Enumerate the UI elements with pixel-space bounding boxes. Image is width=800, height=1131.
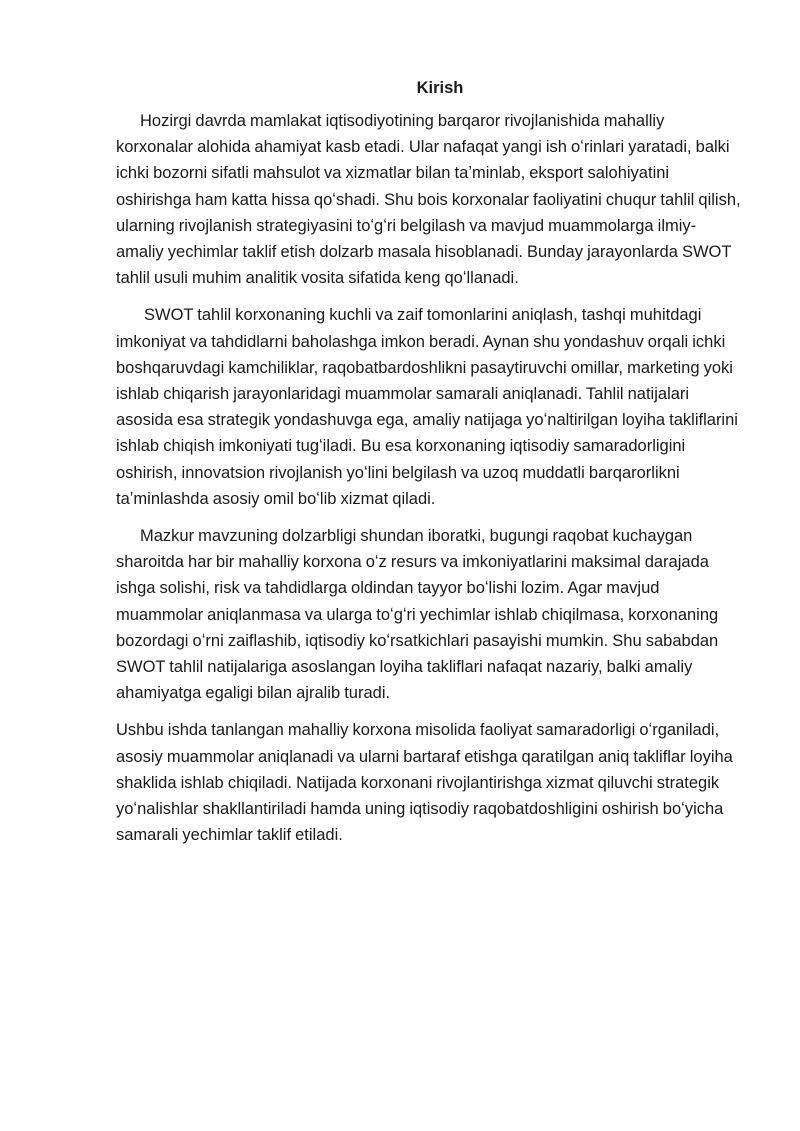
paragraph-3: Mazkur mavzuning dolzarbligi shundan iboratki, bugungi raqobat kuchaygan sharoitda har bir mahalliy korxona oʻz resurs va imkoniyatlarini maksimal darajada ishga solishi, risk va tahdidlarga oldindan tayyor boʻlishi lozim. Agar mavjud muammolar aniqlanmasa va ularga toʻgʻri yechimlar ishlab chiqilmasa, korxonaning bozordagi oʻrni zaiflashib, iqtisodiy koʻrsatkichlari pasayishi mumkin. Shu sababdan SWOT tahlil natijalariga asoslangan loyiha takliflari nafaqat nazariy, balki amaliy ahamiyatga egaligi bilan ajralib turadi. bbox=[116, 527, 719, 703]
document-page bbox=[116, 76, 742, 859]
paragraph-1: Hozirgi davrda mamlakat iqtisodiyotining barqaror rivojlanishida mahalliy korxonalar alohida ahamiyat kasb etadi. Ular nafaqat yangi ish oʻrinlari yaratadi, balki ichki bozorni sifatli mahsulot va xizmatlar bilan taʼminlab, eksport salohiyatini oshirishga ham katta hissa qoʻshadi. Shu bois korxonalar faoliyatini chuqur tahlil qilish, ularning rivojlanish strategiyasini toʻgʻri belgilash va mavjud muammolarga ilmiy-amaliy yechimlar taklif etish dolzarb masala hisoblanadi. Bunday jarayonlarda SWOT tahlil usuli muhim analitik vosita sifatida keng qoʻllanadi. bbox=[116, 112, 741, 288]
page-title: Kirish bbox=[416, 79, 464, 97]
paragraph-2: SWOT tahlil korxonaning kuchli va zaif tomonlarini aniqlash, tashqi muhitdagi imkoniyat va tahdidlarni baholashga imkon beradi. Aynan shu yondashuv orqali ichki boshqaruvdagi kamchiliklar, raqobatbardoshlikni pasaytiruvchi omillar, marketing yoki ishlab chiqarish jarayonlaridagi muammolar samarali aniqlanadi. Tahlil natijalari asosida esa strategik yondashuvga ega, amaliy natijaga yoʻnaltirilgan loyiha takliflarini ishlab chiqish imkoniyati tugʻiladi. Bu esa korxonaning iqtisodiy samaradorligini oshirish, innovatsion rivojlanish yoʻlini belgilash va uzoq muddatli barqarorlikni taʼminlashda asosiy omil boʻlib xizmat qiladi. bbox=[116, 306, 738, 508]
paragraph-4: Ushbu ishda tanlangan mahalliy korxona misolida faoliyat samaradorligi oʻrganiladi, asosiy muammolar aniqlanadi va ularni bartaraf etishga qaratilgan aniq takliflar loyiha shaklida ishlab chiqiladi. Natijada korxonani rivojlantirishga xizmat qiluvchi strategik yoʻnalishlar shakllantiriladi hamda uning iqtisodiy raqobatdoshligini oshirish boʻyicha samarali yechimlar taklif etiladi. bbox=[116, 721, 733, 845]
